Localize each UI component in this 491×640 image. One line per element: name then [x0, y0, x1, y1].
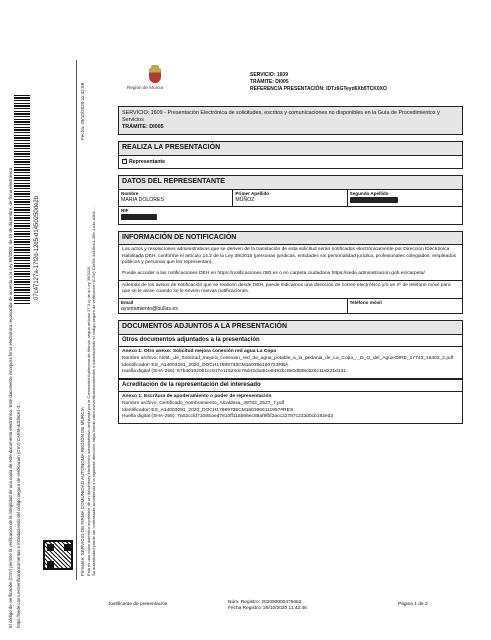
acreditacion-title: Acreditación de la representación del interesado [119, 379, 462, 393]
qr-code-icon [43, 540, 73, 570]
barcode-code: 07c47127a-17f2d-12d5-d1450250de2b [34, 195, 40, 300]
nombre-cell [119, 190, 233, 207]
justificante-label: Justificante de presentación [108, 602, 168, 607]
service-text: SERVICIO: 1609 - Presentación Electrónica de solicitudes, escritos y comunicaciones no disponibles en la Guía de Procedimientos y Servicios [122, 110, 440, 124]
annex-filename: Nombre archivo: Notif._de_Solicitud_mejora_conexion_red_de_agua_potable_a_la_pedania_de_La_Copa_-_D_G_del_Agua-DIRE_17743_16402_2.pdf [122, 356, 454, 362]
annex-id: Identificador: ES_A14003291_2020_DOCH17989733CM160396150723RBA [122, 362, 289, 368]
apellido1-label: Primer Apellido [235, 191, 270, 197]
documentos-section [118, 320, 463, 424]
otros-documentos-title: Otros documentos adjuntados a la presentación [119, 335, 462, 348]
presentacion-section [118, 141, 463, 169]
coat-of-arms-icon [149, 68, 161, 83]
representante-section [118, 175, 463, 224]
service-box [118, 106, 463, 135]
email-label: Email [121, 299, 134, 305]
apellido1-cell [233, 190, 347, 207]
annex-title: Anexo 1: Otro anexo: Solicitud mejora conexión red agua La Copa [122, 349, 277, 355]
section-title: DOCUMENTOS ADJUNTOS A LA PRESENTACIÓN [119, 321, 462, 335]
section-title: REALIZA LA PRESENTACIÓN [119, 142, 462, 156]
movil-label: Teléfono móvil [349, 299, 382, 305]
movil-cell [348, 299, 462, 313]
redacted-nif [121, 214, 157, 220]
form-content [118, 106, 463, 430]
page-number: Página 1 de 2 [398, 602, 428, 607]
nombre-value: MARIA DOLORES [121, 196, 164, 203]
representante-label: Representante [129, 158, 166, 165]
annex-id: Identificador: ES_A14003291_2020_DOCH17989735CM1603966111957#RES [122, 407, 294, 413]
apellido2-cell [348, 190, 462, 207]
validation-text: El código de verificación (CSV) permite la verificación de la integridad de una copia de este documento electrónico. Este documento incorpora firma electrónica reconocida de acuerdo a la Ley 59/2003, de 19 de diciembre, de firma electrónica. [8, 166, 13, 628]
notificacion-p1: Los actos y resoluciones administrativas que se deriven de la tramitación de esta solicitud serán notificados electrónicamente por Dirección Electrónica Habilitada DEH, conforme el artículo 14.2 de la Ley 39/2015 (personas jurídicas, entidades sin personalidad jurídica, profesionales colegiados, empleados públicos y personas que les representan). [122, 247, 457, 266]
nif-label: NIF [121, 208, 129, 214]
region-murcia-logo [127, 68, 187, 98]
service-tramite: TRÁMITE: DI005 [122, 124, 164, 131]
section-title: INFORMACIÓN DE NOTIFICACIÓN [119, 232, 462, 246]
header-tramite: TRÁMITE: DI005 [250, 78, 289, 85]
num-registro: Núm. Registro: 202090000475662 [228, 600, 302, 605]
fecha-registro: Fecha Registro: 29/10/2020 11:42:46 [228, 606, 307, 612]
annex-filename: Nombre archivo: Certificado_nombramiento_Alcaldesa_39762_2527_7.pdf [122, 400, 285, 406]
checkbox-icon [122, 159, 127, 164]
header-referencia: REFERENCIA PRESENTACIÓN: lDTz6GTeyd6Xb5TCK0XO [250, 85, 387, 92]
logo-text: Región de Murcia [127, 85, 164, 90]
contact-row [119, 298, 462, 313]
representante-option [119, 156, 462, 169]
signature-copy: Esta es una copia auténtica imprimible de un documento electrónico administrativo archivado por la Comunidad Autónoma de Murcia, según artículo 27.3.c) de la Ley 39/2015. [86, 265, 91, 576]
barcode [14, 95, 30, 305]
email-value: ayuntamiento@bullas.es [121, 305, 178, 312]
header-info [250, 72, 387, 92]
nif-cell [119, 207, 462, 223]
email-cell [119, 299, 348, 313]
service-description [119, 107, 462, 134]
representante-grid [119, 190, 462, 207]
header-servicio: SERVICIO: 1609 [250, 72, 288, 78]
annex-item [119, 392, 462, 422]
annex-item [119, 347, 462, 378]
registro-info [228, 600, 307, 613]
section-title: DATOS DEL REPRESENTANTE [119, 176, 462, 190]
nombre-label: Nombre [121, 191, 139, 197]
signature-text: Firmante: SERVICIO DE FIRMA COMUNIDAD AUTÓNOMA REGIÓN DE MURCIA [80, 407, 85, 576]
annex-hash: Huella digital (SHA-256): 7a02ccfd7108Saed7810ff115b66ec88af9fbf2acc22787c233d0cb192ed3 [122, 414, 334, 420]
notificacion-section [118, 231, 463, 315]
notificacion-p3: Además de los avisos de notificación que se realicen desde DEH, puede indicarnos una dirección de correo electrónico y/o un nº de teléfono móvil para que se le avise cuando se le envíen nuevas notificaciones. [119, 280, 462, 298]
apellido2-label: Segundo Apellido [349, 191, 389, 197]
signature-check: Su autenticidad puede ser contrastada accediendo a la siguiente dirección: https://sede.carm.es/verificardocumentos e introduciendo el código seguro de verificación (CSV) CARM-4d1f8ce1-3f9c-1a4e-a0b5-... [91, 206, 96, 576]
validation-url: https://sede.carm.es/verificardocumentos e introduciendo del código seguro de verificación (CSV) CARM-4d1f8ce1-3... [16, 402, 21, 628]
apellido1-value: MUÑOZ [235, 196, 255, 203]
annex-hash: Huella digital (SHA-256): 67b401020b1cc917e11524dc76d43cba51e9492bc8e0d938cb26c118221d131 [122, 369, 346, 375]
annex-title: Anexo 1: Escritura de apoderamiento o poder de representación [122, 394, 272, 400]
notificacion-p2: Puede acceder a las notificaciones DEH en https://notificaciones.060.es o en carpeta ciudadana https://sede.administracion.gob.es/carpeta/ [122, 271, 425, 277]
signature-date: Fecha: 29/10/2020 11:42:59 [80, 82, 85, 140]
redacted-apellido2 [350, 197, 398, 203]
